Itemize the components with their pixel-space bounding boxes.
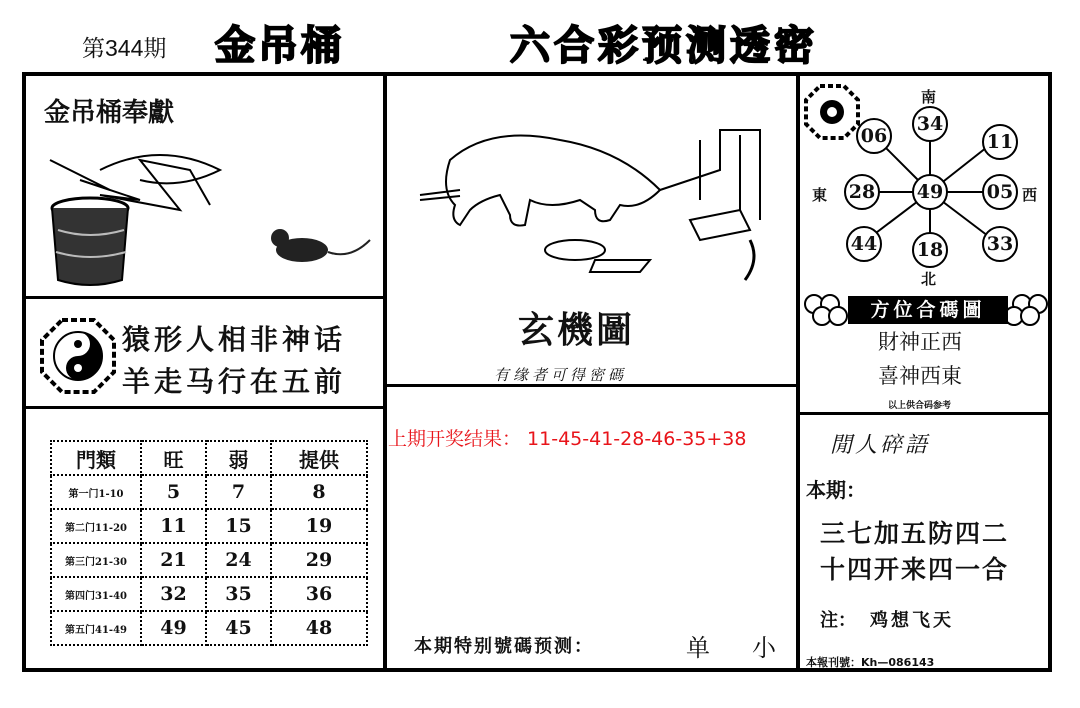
row-label: 第三门21-30 <box>51 543 141 577</box>
fortune-line-2: 喜神西東 <box>878 364 962 388</box>
table-cell: 32 <box>141 577 206 611</box>
riddle-line-1: 三七加五防四二 <box>820 519 1010 548</box>
table-cell: 36 <box>271 577 367 611</box>
compass-number-ne: 11 <box>982 124 1018 160</box>
compass-number-se: 33 <box>982 226 1018 262</box>
table-cell: 29 <box>271 543 367 577</box>
elephant-illustration <box>400 100 790 300</box>
bucket-illustration <box>40 140 380 292</box>
note-label: 注： <box>820 610 856 631</box>
direction-east: 東 <box>812 186 828 204</box>
compass-number-s: 18 <box>912 232 948 268</box>
table-cell: 49 <box>141 611 206 645</box>
compass-number-sw: 44 <box>846 226 882 262</box>
direction-south: 南 <box>921 88 937 106</box>
table-header: 提供 <box>271 441 367 475</box>
special-value-1: 单 <box>686 634 710 662</box>
compass-number-n: 34 <box>912 106 948 142</box>
poem-line-2: 羊走马行在五前 <box>122 365 347 398</box>
category-table <box>50 440 368 646</box>
divider <box>24 296 384 299</box>
compass-number-w: 28 <box>844 174 880 210</box>
special-label: 本期特别號碼预测： <box>414 636 594 657</box>
last-result: 上期开奖结果： 11-45-41-28-46-35+38 <box>388 428 747 450</box>
special-value-2: 小 <box>752 634 776 662</box>
table-cell: 21 <box>141 543 206 577</box>
table-cell: 15 <box>206 509 271 543</box>
compass-number-nw: 06 <box>856 118 892 154</box>
chat-title: 閒人碎語 <box>830 433 931 458</box>
divider <box>383 74 387 670</box>
puzzle-caption: 有缘者可得密碼 <box>494 366 628 384</box>
table-cell: 11 <box>141 509 206 543</box>
yin-yang-icon <box>40 318 116 394</box>
row-label: 第四门31-40 <box>51 577 141 611</box>
table-row <box>51 543 367 577</box>
divider <box>798 412 1052 415</box>
banner-title: 方位合碼圖 <box>848 296 1008 324</box>
compass-number-center: 49 <box>912 174 948 210</box>
direction-north: 北 <box>921 270 937 288</box>
row-label: 第一门1-10 <box>51 475 141 509</box>
direction-west: 西 <box>1022 186 1038 204</box>
logo-title: 金吊桶 <box>215 23 344 69</box>
table-cell: 24 <box>206 543 271 577</box>
puzzle-title: 玄機圖 <box>518 309 636 351</box>
this-issue-label: 本期： <box>806 478 866 502</box>
table-cell: 5 <box>141 475 206 509</box>
table-row <box>51 611 367 645</box>
riddle-line-2: 十四开来四一合 <box>820 555 1010 584</box>
table-cell: 35 <box>206 577 271 611</box>
fortune-note: 以上供合码参考 <box>888 401 952 411</box>
compass-number-e: 05 <box>982 174 1018 210</box>
table-cell: 7 <box>206 475 271 509</box>
table-header: 門類 <box>51 441 141 475</box>
table-cell: 19 <box>271 509 367 543</box>
note-text: 鸡想飞天 <box>870 610 954 631</box>
table-header: 旺 <box>141 441 206 475</box>
table-cell: 8 <box>271 475 367 509</box>
dedication-title: 金吊桶奉獻 <box>44 98 175 128</box>
table-cell: 45 <box>206 611 271 645</box>
rat-icon <box>271 229 370 262</box>
table-row <box>51 577 367 611</box>
divider <box>24 406 384 409</box>
fortune-line-1: 財神正西 <box>878 330 962 354</box>
direction-banner <box>800 294 1050 326</box>
table-cell: 48 <box>271 611 367 645</box>
row-label: 第五门41-49 <box>51 611 141 645</box>
paper-code: 本報刊號：Kh—086143 <box>806 656 935 669</box>
table-header: 弱 <box>206 441 271 475</box>
headline: 六合彩预测透密 <box>510 23 818 69</box>
poem-line-1: 猿形人相非神话 <box>122 323 347 356</box>
row-label: 第二门11-20 <box>51 509 141 543</box>
table-row <box>51 475 367 509</box>
issue-number: 第344期 <box>82 35 167 61</box>
table-row <box>51 509 367 543</box>
